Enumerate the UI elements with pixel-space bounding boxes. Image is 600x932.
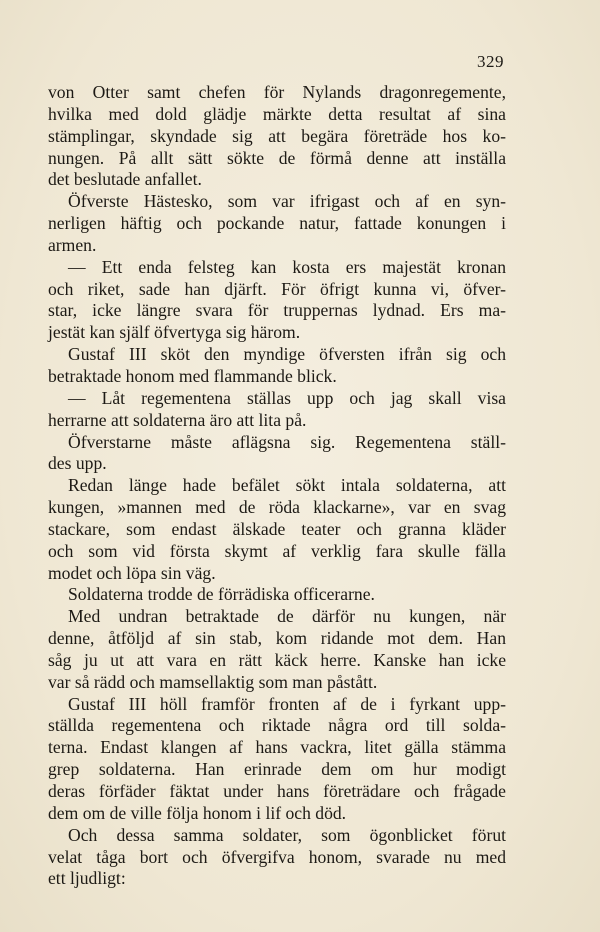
text-line: Öfverstarne måste aflägsna sig. Regementena ställ-: [68, 431, 506, 452]
text-line: terna. Endast klangen af hans vackra, litet gälla stämma: [48, 737, 506, 758]
text-line: dem om de ville följa honom i lif och död.: [48, 802, 347, 823]
text-line: velat tåga bort och öfvergifva honom, svarade nu med: [48, 846, 506, 867]
text-line: betraktade honom med flammande blick.: [48, 365, 337, 386]
text-line: — Låt regementena ställas upp och jag skall visa: [68, 387, 506, 408]
text-line: deras förfäder fäktat under hans företrädare och frågade: [48, 781, 506, 801]
paragraph: [48, 82, 506, 191]
text-line: och som vid första skymt af verklig fara skulle fälla: [48, 540, 506, 561]
text-line: nungen. På allt sätt sökte de förmå denne att inställa: [48, 147, 506, 168]
text-line: herrarne att soldaterna äro att lita på.: [48, 409, 307, 430]
paragraph: [48, 825, 506, 891]
text-line: modet och löpa sin väg.: [48, 562, 216, 583]
text-line: armen.: [48, 234, 97, 255]
text-line: stämplingar, skyndade sig att begära företräde hos ko-: [48, 125, 506, 146]
text-line: Gustaf III höll framför fronten af de i fyrkant upp-: [68, 693, 506, 714]
text-line: nerligen häftig och pockande natur, fattade konungen i: [48, 213, 506, 234]
paragraph: [48, 606, 506, 693]
paragraph: [48, 388, 506, 432]
text-line: star, icke längre svara för truppernas lydnad. Ers ma-: [48, 300, 506, 321]
text-line: — Ett enda felsteg kan kosta ers majestät kronan: [68, 256, 506, 277]
text-line: hvilka med dold glädje märkte detta resultat af sina: [48, 103, 506, 124]
paragraph: [48, 475, 506, 584]
paragraph: [48, 584, 506, 606]
body-text: [48, 82, 506, 890]
text-line: des upp.: [48, 453, 107, 474]
paragraph: [48, 344, 506, 388]
text-line: ett ljudligt:: [48, 868, 126, 889]
text-line: Soldaterna trodde de förrädiska officerarne.: [68, 584, 375, 605]
text-line: och riket, sade han djärft. För öfrigt kunna vi, öfver-: [48, 278, 506, 299]
text-line: jestät kan själf öfvertyga sig härom.: [48, 322, 301, 343]
text-line: denne, åtföljd af sin stab, kom ridande mot dem. Han: [48, 628, 506, 649]
text-line: Öfverste Hästesko, som var ifrigast och af en syn-: [68, 191, 506, 212]
text-line: ställda regementena och riktade några ord till solda-: [48, 715, 506, 736]
paragraph: [48, 191, 506, 257]
page-number: 329: [477, 52, 504, 71]
paragraph: [48, 257, 506, 344]
text-line: såg ju ut att vara en rätt käck herre. Kanske han icke: [48, 649, 506, 670]
text-line: Med undran betraktade de därför nu kungen, när: [68, 606, 506, 627]
text-line: von Otter samt chefen för Nylands dragonregemente,: [48, 82, 506, 102]
text-line: det beslutade anfallet.: [48, 169, 202, 190]
paragraph: [48, 694, 506, 825]
text-line: var så rädd och mamsellaktig som man påstått.: [48, 671, 378, 692]
text-line: kungen, »mannen med de röda klackarne», var en svag: [48, 497, 506, 518]
text-line: Redan länge hade befälet sökt intala soldaterna, att: [68, 475, 506, 496]
text-line: grep soldaterna. Han erinrade dem om hur modigt: [48, 759, 506, 780]
text-line: Gustaf III sköt den myndige öfversten ifrån sig och: [68, 344, 506, 365]
text-line: Och dessa samma soldater, som ögonblicket förut: [68, 824, 506, 845]
text-line: stackare, som endast älskade teater och granna kläder: [48, 518, 506, 539]
paragraph: [48, 432, 506, 476]
